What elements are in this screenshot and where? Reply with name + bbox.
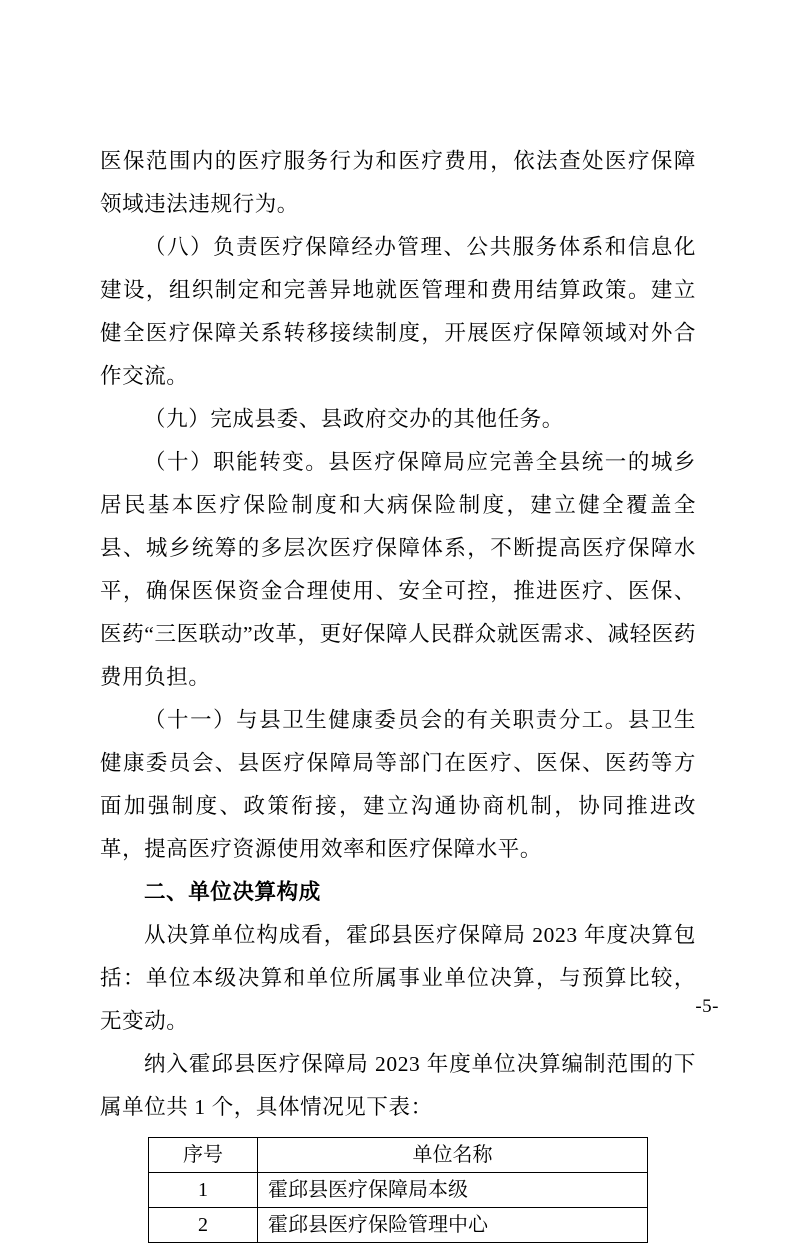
- paragraph-item-11: （十一）与县卫生健康委员会的有关职责分工。县卫生健康委员会、县医疗保障局等部门在医疗、医保、医药等方面加强制度、政策衔接，建立沟通协商机制，协同推进改革，提高医疗资源使用效率和医疗保障水平。: [100, 708, 696, 861]
- paragraph-item-9: （九）完成县委、县政府交办的其他任务。: [144, 407, 564, 431]
- table-cell-seq: 1: [149, 1173, 258, 1208]
- paragraph-item-10: （十）职能转变。县医疗保障局应完善全县统一的城乡居民基本医疗保险制度和大病保险制度，建立健全覆盖全县、城乡统筹的多层次医疗保障体系，不断提高医疗保障水平，确保医保资金合理使用、安全可控，推进医疗、医保、医药“三医联动”改革，更好保障人民群众就医需求、减轻医药费用负担。: [100, 450, 696, 689]
- page-number: -5-: [695, 996, 719, 1017]
- paragraph-item-8: （八）负责医疗保障经办管理、公共服务体系和信息化建设，组织制定和完善异地就医管理和费用结算政策。建立健全医疗保障关系转移接续制度，开展医疗保障领域对外合作交流。: [100, 235, 696, 388]
- table-container: [100, 1137, 696, 1243]
- paragraph-subordinate-units: 纳入霍邱县医疗保障局 2023 年度单位决算编制范围的下属单位共 1 个，具体情况见下表：: [100, 1052, 696, 1119]
- table-cell-seq: 2: [149, 1208, 258, 1243]
- section-heading-two: 二、单位决算构成: [144, 880, 321, 905]
- paragraph-unit-composition: 从决算单位构成看，霍邱县医疗保障局 2023 年度决算包括：单位本级决算和单位所属事业单位决算，与预算比较，无变动。: [100, 923, 696, 1033]
- document-body: [100, 140, 696, 1243]
- table-header-seq: 序号: [149, 1138, 258, 1173]
- table-header-unit-name: 单位名称: [258, 1138, 648, 1173]
- table-row: [149, 1173, 648, 1208]
- table-header-row: [149, 1138, 648, 1173]
- table-cell-unit-name: 霍邱县医疗保障局本级: [258, 1173, 648, 1208]
- paragraph-continuation: 医保范围内的医疗服务行为和医疗费用，依法查处医疗保障领域违法违规行为。: [100, 149, 696, 216]
- table-row: [149, 1208, 648, 1243]
- subordinate-units-table: [148, 1137, 648, 1243]
- table-cell-unit-name: 霍邱县医疗保险管理中心: [258, 1208, 648, 1243]
